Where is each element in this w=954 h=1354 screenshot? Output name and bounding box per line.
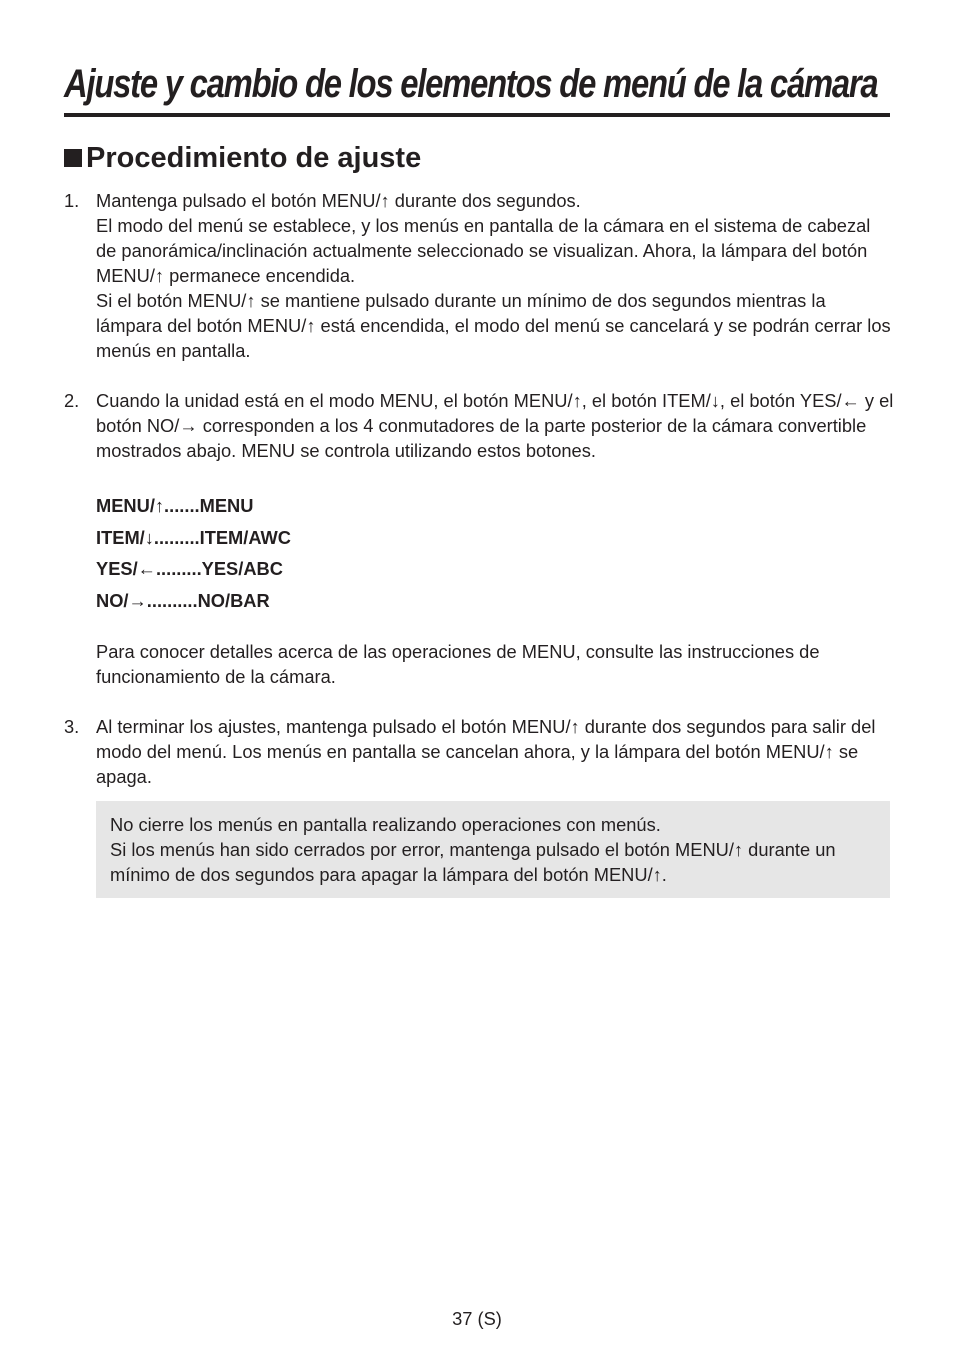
mapping-row [96, 525, 291, 557]
mapping-dots: ....... [164, 495, 200, 516]
section-heading-text: Procedimiento de ajuste [86, 142, 422, 174]
step-1 [64, 188, 894, 363]
warning-line: No cierre los menús en pantalla realizando operaciones con menús. [110, 814, 661, 835]
filled-square-icon [64, 149, 82, 167]
step-paragraph: El modo del menú se establece, y los menús en pantalla de la cámara en el sistema de cabezal de panorámica/inclinación actualmente seleccionado se visualizan. Ahora, la lámpara del botón MENU/↑ permanece encendida. [96, 215, 871, 286]
step-paragraph: Mantenga pulsado el botón MENU/↑ durante dos segundos. [96, 190, 581, 211]
step-3 [64, 714, 894, 789]
mapping-function: ITEM/AWC [199, 526, 292, 548]
page-number: 37 (S) [452, 1308, 502, 1329]
mapping-function: MENU [199, 495, 254, 516]
mapping-button: MENU/↑ [96, 495, 165, 516]
mapping-function: NO/BAR [197, 589, 270, 611]
step-number: 2. [64, 390, 80, 411]
warning-line: Si los menús han sido cerrados por error, mantenga pulsado el botón MENU/↑ durante un mínimo de dos segundos para apagar la lámpara del botón MENU/↑. [110, 839, 836, 885]
step-paragraph: Cuando la unidad está en el modo MENU, el botón MENU/↑, el botón ITEM/↓, el botón YES/← y el botón NO/→ corresponden a los 4 conmutadores de la parte posterior de la cámara convertible mostrados abajo. MENU se controla utilizando estos botones. [96, 390, 894, 461]
step-number: 1. [64, 190, 80, 211]
mapping-dots: ......... [153, 526, 200, 548]
step-paragraph: Si el botón MENU/↑ se mantiene pulsado durante un mínimo de dos segundos mientras la lámpara del botón MENU/↑ está encendida, el modo del menú se cancelará y se podrán cerrar los menús en pantalla. [96, 290, 891, 361]
mapping-row [96, 588, 291, 620]
mapping-button: NO/→ [96, 589, 147, 611]
step-number: 3. [64, 716, 80, 737]
mapping-button: ITEM/↓ [96, 526, 154, 548]
mapping-dots: ......... [155, 558, 202, 579]
button-mapping-list [96, 493, 291, 619]
details-note: Para conocer detalles acerca de las operaciones de MENU, consulte las instrucciones de funcionamiento de la cámara. [96, 641, 820, 687]
mapping-button: YES/← [96, 558, 156, 579]
mapping-row [96, 556, 291, 588]
mapping-dots: .......... [146, 589, 198, 611]
page-title: Ajuste y cambio de los elementos de menú de la cámara [64, 62, 878, 106]
step-2 [64, 388, 894, 463]
step-paragraph: Al terminar los ajustes, mantenga pulsado el botón MENU/↑ durante dos segundos para salir del modo del menú. Los menús en pantalla se cancelan ahora, y la lámpara del botón MENU/↑ se apaga. [96, 716, 876, 787]
warning-box [96, 801, 890, 898]
section-heading [64, 138, 421, 178]
title-divider [64, 113, 890, 117]
mapping-row [96, 493, 291, 525]
mapping-function: YES/ABC [201, 558, 283, 579]
